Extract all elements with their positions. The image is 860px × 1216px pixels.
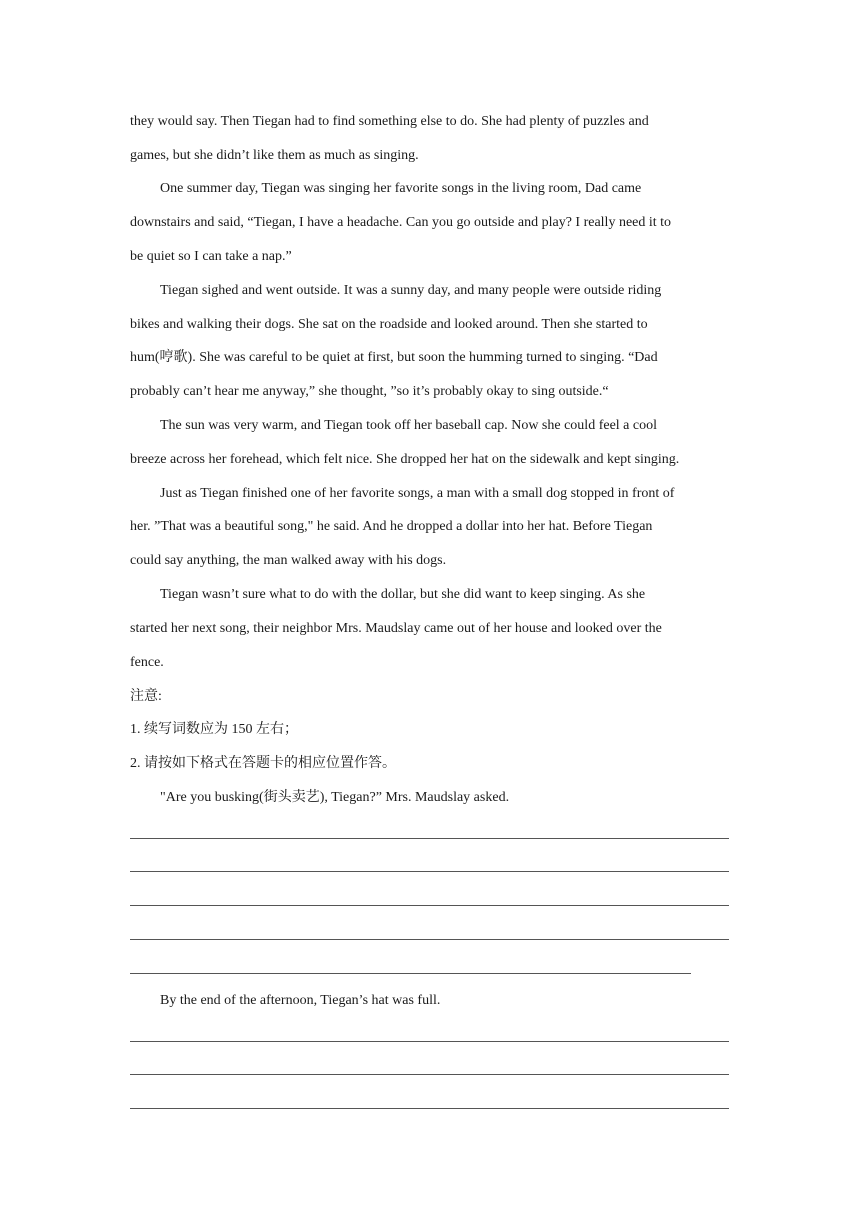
story-line: games, but she didn’t like them as much as singing. — [130, 148, 419, 163]
story-line: Tiegan wasn’t sure what to do with the dollar, but she did want to keep singing. As she — [160, 587, 646, 602]
story-line: could say anything, the man walked away with his dogs. — [130, 553, 447, 568]
answer-line — [130, 838, 729, 839]
story-line: her. ”That was a beautiful song," he said. And he dropped a dollar into her hat. Before Tiegan — [130, 519, 653, 534]
notes-item: 2. 请按如下格式在答题卡的相应位置作答。 — [130, 756, 396, 771]
answer-line — [130, 905, 729, 906]
story-line: probably can’t hear me anyway,” she thought, ”so it’s probably okay to sing outside.“ — [130, 384, 609, 399]
notes-heading: 注意: — [130, 689, 162, 704]
answer-line — [130, 939, 729, 940]
answer-line — [130, 973, 691, 974]
answer-line — [130, 1041, 729, 1042]
story-line: The sun was very warm, and Tiegan took off her baseball cap. Now she could feel a cool — [160, 418, 657, 433]
story-line: bikes and walking their dogs. She sat on the roadside and looked around. Then she started to — [130, 317, 648, 332]
story-line: Tiegan sighed and went outside. It was a sunny day, and many people were outside riding — [160, 283, 662, 298]
answer-line — [130, 1108, 729, 1109]
story-line: Just as Tiegan finished one of her favorite songs, a man with a small dog stopped in front of — [160, 486, 675, 501]
answer-line — [130, 871, 729, 872]
story-line: they would say. Then Tiegan had to find something else to do. She had plenty of puzzles and — [130, 114, 649, 129]
answer-line — [130, 1074, 729, 1075]
story-line: fence. — [130, 655, 164, 670]
story-line: be quiet so I can take a nap.” — [130, 249, 292, 264]
story-line: downstairs and said, “Tiegan, I have a headache. Can you go outside and play? I really need it to — [130, 215, 672, 230]
paragraph2-start: By the end of the afternoon, Tiegan’s hat was full. — [160, 993, 441, 1008]
story-line: hum(哼歌). She was careful to be quiet at first, but soon the humming turned to singing. “Dad — [130, 350, 658, 365]
story-line: breeze across her forehead, which felt nice. She dropped her hat on the sidewalk and kept singing. — [130, 452, 680, 467]
story-line: started her next song, their neighbor Mrs. Maudslay came out of her house and looked over the — [130, 621, 662, 636]
notes-item: 1. 续写词数应为 150 左右； — [130, 722, 298, 737]
story-line: One summer day, Tiegan was singing her favorite songs in the living room, Dad came — [160, 181, 642, 196]
paragraph1-start: "Are you busking(街头卖艺), Tiegan?” Mrs. Maudslay asked. — [160, 790, 510, 805]
